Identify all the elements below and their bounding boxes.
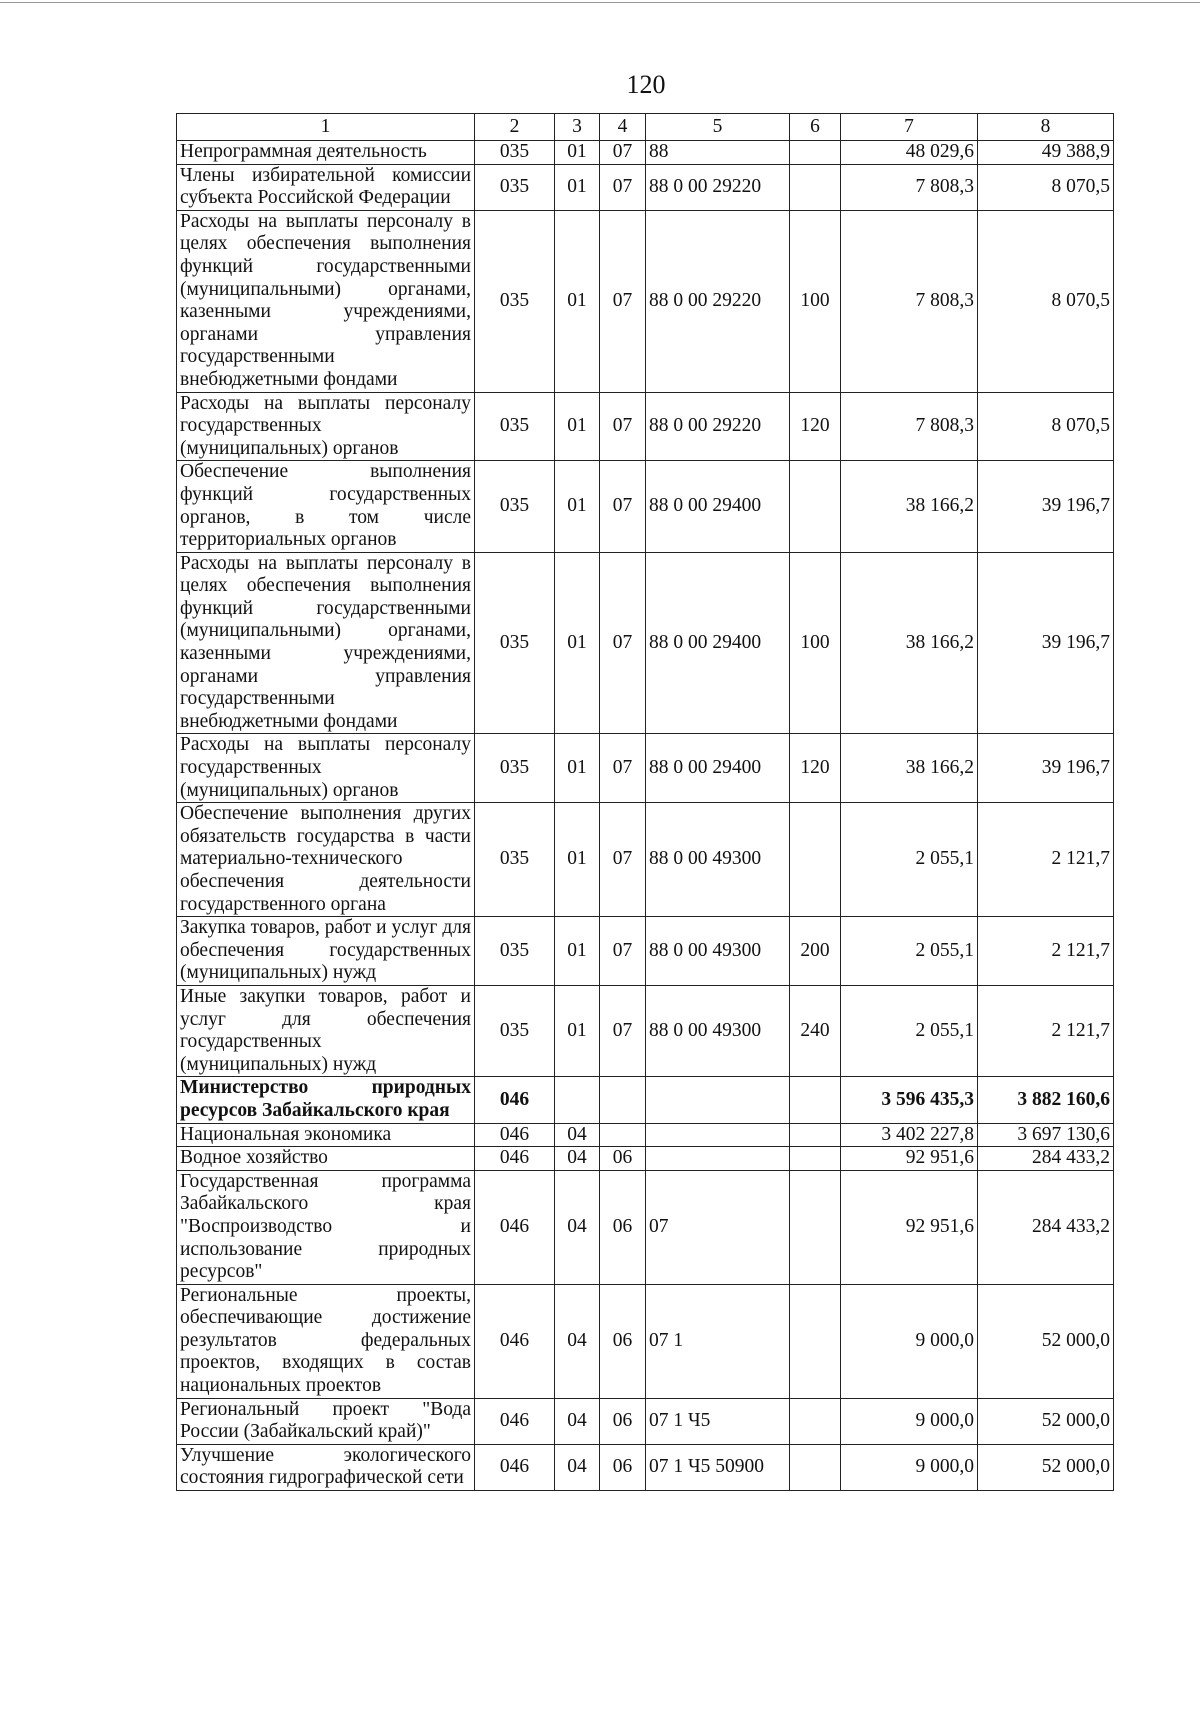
cell-name: Обеспечение выполнения других обязательств государства в части материально-технического обеспечения деятельности государственного органа (177, 803, 475, 917)
cell-col5: 07 1 Ч5 (646, 1398, 790, 1444)
cell-col4: 07 (600, 552, 646, 734)
cell-col8: 49 388,9 (978, 141, 1114, 165)
cell-col8: 8 070,5 (978, 392, 1114, 461)
page-number: 120 (626, 70, 666, 99)
header-row (177, 114, 1114, 141)
cell-col5: 07 (646, 1170, 790, 1284)
cell-col7: 7 808,3 (841, 392, 978, 461)
cell-col3: 04 (555, 1444, 600, 1490)
cell-col7: 9 000,0 (841, 1284, 978, 1398)
cell-col3: 04 (555, 1284, 600, 1398)
cell-col3: 04 (555, 1398, 600, 1444)
cell-name: Региональные проекты, обеспечивающие достижение результатов федеральных проектов, входящих в состав национальных проектов (177, 1284, 475, 1398)
cell-col4: 06 (600, 1147, 646, 1171)
table-row (177, 917, 1114, 986)
cell-col6 (790, 1170, 841, 1284)
cell-col8: 3 882 160,6 (978, 1077, 1114, 1123)
cell-col7: 48 029,6 (841, 141, 978, 165)
cell-col5: 88 0 00 29400 (646, 552, 790, 734)
cell-name: Закупка товаров, работ и услуг для обеспечения государственных (муниципальных) нужд (177, 917, 475, 986)
table-row (177, 1398, 1114, 1444)
cell-name: Водное хозяйство (177, 1147, 475, 1171)
cell-col2: 035 (475, 461, 555, 552)
cell-col2: 035 (475, 392, 555, 461)
cell-col4 (600, 1123, 646, 1147)
cell-col4: 07 (600, 985, 646, 1076)
cell-col5: 88 0 00 29220 (646, 164, 790, 210)
cell-col5: 88 0 00 29220 (646, 210, 790, 392)
table-row (177, 1147, 1114, 1171)
cell-col7: 2 055,1 (841, 985, 978, 1076)
cell-col8: 8 070,5 (978, 210, 1114, 392)
cell-col6 (790, 1284, 841, 1398)
cell-col3: 01 (555, 164, 600, 210)
cell-name: Государственная программа Забайкальского края "Воспроизводство и использование природных ресурсов" (177, 1170, 475, 1284)
cell-name: Расходы на выплаты персоналу в целях обеспечения выполнения функций государственными (муниципальными) органами, казенными учреждениями, органами управления государственными внебюджетными фондами (177, 552, 475, 734)
cell-col2: 035 (475, 803, 555, 917)
cell-col5: 88 0 00 49300 (646, 803, 790, 917)
cell-col5: 88 0 00 29400 (646, 461, 790, 552)
cell-col4 (600, 1077, 646, 1123)
cell-col7: 3 596 435,3 (841, 1077, 978, 1123)
cell-col2: 046 (475, 1444, 555, 1490)
cell-name: Обеспечение выполнения функций государственных органов, в том числе территориальных органов (177, 461, 475, 552)
table-row (177, 164, 1114, 210)
cell-name: Иные закупки товаров, работ и услуг для обеспечения государственных (муниципальных) нужд (177, 985, 475, 1076)
cell-col6: 240 (790, 985, 841, 1076)
cell-col4: 06 (600, 1284, 646, 1398)
cell-col5 (646, 1077, 790, 1123)
table-row (177, 141, 1114, 165)
cell-col7: 7 808,3 (841, 164, 978, 210)
cell-col5: 88 0 00 29220 (646, 392, 790, 461)
cell-col8: 8 070,5 (978, 164, 1114, 210)
cell-name: Члены избирательной комиссии субъекта Российской Федерации (177, 164, 475, 210)
cell-col8: 2 121,7 (978, 985, 1114, 1076)
cell-col3: 01 (555, 141, 600, 165)
table-row (177, 552, 1114, 734)
table-body (177, 141, 1114, 1491)
cell-col3 (555, 1077, 600, 1123)
cell-name: Региональный проект "Вода России (Забайкальский край)" (177, 1398, 475, 1444)
table-row (177, 1077, 1114, 1123)
cell-col3: 01 (555, 552, 600, 734)
table-row (177, 985, 1114, 1076)
cell-col7: 7 808,3 (841, 210, 978, 392)
cell-col6 (790, 164, 841, 210)
cell-col6 (790, 1077, 841, 1123)
cell-col8: 284 433,2 (978, 1170, 1114, 1284)
cell-col8: 52 000,0 (978, 1284, 1114, 1398)
cell-col6 (790, 461, 841, 552)
cell-col7: 3 402 227,8 (841, 1123, 978, 1147)
cell-col6 (790, 141, 841, 165)
cell-col2: 035 (475, 917, 555, 986)
cell-col5: 07 1 (646, 1284, 790, 1398)
cell-col7: 38 166,2 (841, 552, 978, 734)
cell-col8: 2 121,7 (978, 917, 1114, 986)
cell-col7: 92 951,6 (841, 1147, 978, 1171)
cell-col4: 06 (600, 1444, 646, 1490)
cell-col4: 07 (600, 917, 646, 986)
cell-name: Расходы на выплаты персоналу государственных (муниципальных) органов (177, 734, 475, 803)
cell-name: Министерство природных ресурсов Забайкальского края (177, 1077, 475, 1123)
cell-col5: 88 0 00 29400 (646, 734, 790, 803)
cell-col2: 046 (475, 1123, 555, 1147)
cell-col6: 100 (790, 552, 841, 734)
budget-table (176, 113, 1114, 1491)
cell-col6: 120 (790, 392, 841, 461)
cell-col6 (790, 803, 841, 917)
cell-col5 (646, 1123, 790, 1147)
cell-col6 (790, 1398, 841, 1444)
cell-col8: 39 196,7 (978, 461, 1114, 552)
cell-col4: 07 (600, 734, 646, 803)
cell-name: Улучшение экологического состояния гидрографической сети (177, 1444, 475, 1490)
cell-col6: 120 (790, 734, 841, 803)
cell-col2: 035 (475, 552, 555, 734)
cell-col3: 04 (555, 1170, 600, 1284)
cell-col4: 07 (600, 210, 646, 392)
table-row (177, 803, 1114, 917)
cell-col7: 38 166,2 (841, 461, 978, 552)
cell-col2: 035 (475, 734, 555, 803)
cell-col2: 035 (475, 985, 555, 1076)
col-header-2: 2 (475, 114, 555, 141)
cell-col6 (790, 1444, 841, 1490)
cell-col5 (646, 1147, 790, 1171)
cell-col7: 2 055,1 (841, 917, 978, 986)
table-row (177, 734, 1114, 803)
cell-col4: 07 (600, 461, 646, 552)
scan-edge-line (0, 2, 1200, 3)
col-header-6: 6 (790, 114, 841, 141)
cell-col4: 07 (600, 392, 646, 461)
cell-col6 (790, 1123, 841, 1147)
col-header-7: 7 (841, 114, 978, 141)
col-header-1: 1 (177, 114, 475, 141)
table-row (177, 1444, 1114, 1490)
cell-col4: 07 (600, 141, 646, 165)
cell-col6 (790, 1147, 841, 1171)
cell-col7: 9 000,0 (841, 1398, 978, 1444)
cell-col8: 284 433,2 (978, 1147, 1114, 1171)
col-header-4: 4 (600, 114, 646, 141)
table-row (177, 461, 1114, 552)
cell-col3: 04 (555, 1147, 600, 1171)
cell-col3: 01 (555, 461, 600, 552)
cell-name: Непрограммная деятельность (177, 141, 475, 165)
cell-col3: 01 (555, 803, 600, 917)
cell-col4: 06 (600, 1170, 646, 1284)
col-header-3: 3 (555, 114, 600, 141)
cell-col4: 07 (600, 803, 646, 917)
cell-col3: 01 (555, 985, 600, 1076)
cell-col4: 07 (600, 164, 646, 210)
cell-col6: 200 (790, 917, 841, 986)
cell-col3: 01 (555, 917, 600, 986)
cell-name: Расходы на выплаты персоналу в целях обеспечения выполнения функций государственными (муниципальными) органами, казенными учреждениями, органами управления государственными внебюджетными фондами (177, 210, 475, 392)
cell-col7: 2 055,1 (841, 803, 978, 917)
cell-col2: 046 (475, 1170, 555, 1284)
cell-col7: 92 951,6 (841, 1170, 978, 1284)
cell-col2: 046 (475, 1077, 555, 1123)
table-row (177, 392, 1114, 461)
cell-col8: 39 196,7 (978, 552, 1114, 734)
cell-col7: 38 166,2 (841, 734, 978, 803)
table-row (177, 210, 1114, 392)
cell-col3: 04 (555, 1123, 600, 1147)
table-row (177, 1284, 1114, 1398)
cell-col2: 035 (475, 164, 555, 210)
cell-col8: 2 121,7 (978, 803, 1114, 917)
table-row (177, 1123, 1114, 1147)
col-header-5: 5 (646, 114, 790, 141)
table-row (177, 1170, 1114, 1284)
cell-col8: 52 000,0 (978, 1444, 1114, 1490)
cell-col5: 88 (646, 141, 790, 165)
cell-col2: 046 (475, 1284, 555, 1398)
cell-col2: 035 (475, 210, 555, 392)
cell-col5: 88 0 00 49300 (646, 917, 790, 986)
cell-col6: 100 (790, 210, 841, 392)
cell-col3: 01 (555, 734, 600, 803)
cell-col3: 01 (555, 210, 600, 392)
cell-col2: 046 (475, 1398, 555, 1444)
cell-col7: 9 000,0 (841, 1444, 978, 1490)
cell-col4: 06 (600, 1398, 646, 1444)
cell-col2: 035 (475, 141, 555, 165)
cell-name: Расходы на выплаты персоналу государственных (муниципальных) органов (177, 392, 475, 461)
cell-col5: 07 1 Ч5 50900 (646, 1444, 790, 1490)
cell-col2: 046 (475, 1147, 555, 1171)
cell-col5: 88 0 00 49300 (646, 985, 790, 1076)
cell-col8: 52 000,0 (978, 1398, 1114, 1444)
col-header-8: 8 (978, 114, 1114, 141)
cell-col8: 39 196,7 (978, 734, 1114, 803)
cell-name: Национальная экономика (177, 1123, 475, 1147)
cell-col3: 01 (555, 392, 600, 461)
cell-col8: 3 697 130,6 (978, 1123, 1114, 1147)
